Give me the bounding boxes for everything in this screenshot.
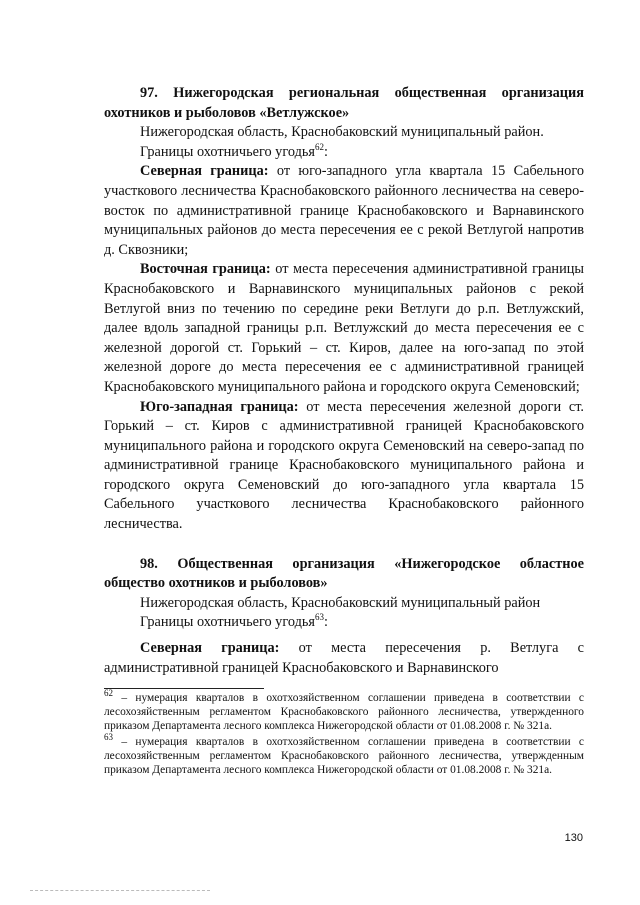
section-98-location: Нижегородская область, Краснобаковский муниципальный район (140, 594, 541, 611)
section-97-boundaries-title (104, 143, 584, 163)
section-98-heading: 98. Общественная организация «Нижегородское областное общество охотников и рыболовов» (104, 555, 584, 592)
footnote-ref-63[interactable]: 63 (314, 612, 324, 623)
east-boundary-label: Восточная граница: (140, 261, 271, 278)
section-97-heading: 97. Нижегородская региональная общественная организация охотников и рыболовов «Ветлужское» (104, 85, 584, 121)
footnote-number: 63 (104, 731, 113, 742)
footnote-62 (104, 688, 584, 734)
footnote-number: 62 (104, 688, 113, 699)
boundaries-label: Границы охотничьего угодья (140, 614, 315, 631)
section-97-location: Нижегородская область, Краснобаковский муниципальный район. (140, 124, 544, 141)
boundaries-colon: : (323, 143, 328, 160)
north-boundary-label: Северная граница: (140, 640, 280, 657)
footnotes (104, 688, 584, 778)
east-boundary-text: от места пересечения административной границы Краснобаковского и Варнавинского муниципальных районов с рекой Ветлугой вниз по течению по середине реки Ветлуги до р.п. Ветлужский, далее вдоль западной границы р.п. Ветлужский до места пересечения ее с железной дорогой ст. Горький – ст. Киров, далее на юго-запад по этой железной дороге до места пересечения ее с административной границей Краснобаковского муниципального района и городского округа Семеновский; (104, 261, 584, 395)
main-text (104, 84, 584, 678)
footnote-text: – нумерация кварталов в охотхозяйственном соглашении приведена в соответствии с лесохозяйственным регламентом Краснобаковского районного лесничества, утвержденного приказом Департамента лесного комплекса Нижегородской области от 01.08.2008 г. № 321а. (104, 692, 584, 733)
footnote-text: – нумерация кварталов в охотхозяйственном соглашении приведена в соответствии с лесохозяйственным регламентом Краснобаковского районного лесничества, утвержденным приказом Департамента лесного комплекса Нижегородской области от 01.08.2008 г. № 321а. (104, 735, 584, 777)
page-number: 130 (564, 832, 583, 844)
southwest-boundary-label: Юго-западная граница: (140, 398, 299, 415)
footnote-separator (104, 688, 264, 689)
section-97-north-boundary (104, 162, 584, 260)
north-boundary-text: от юго-западного угла квартала 15 Сабельного участкового лесничества Краснобаковского районного лесничества на северо-восток по административной границе Краснобаковского и Варнавинского муниципальных районов до места пересечения ее с рекой Ветлугой напротив д. Сквозники; (104, 163, 584, 258)
section-98-boundaries-title (104, 613, 584, 633)
north-boundary-label: Северная граница: (140, 163, 269, 180)
section-97-east-boundary (104, 260, 584, 397)
southwest-boundary-text: от места пересечения железной дороги ст. Горький – ст. Киров с административной границей Краснобаковского муниципального района и городского округа Семеновский на северо-запад по административной границе Краснобаковского муниципального района и городского округа Семеновский до юго-западного угла квартала 15 Сабельного участкового лесничества Краснобаковского районного лесничества. (104, 398, 584, 533)
footnote-63 (104, 731, 584, 778)
section-98-north-boundary (104, 639, 584, 678)
scan-edge-line (30, 890, 210, 891)
section-97-southwest-boundary (104, 398, 584, 535)
boundaries-label: Границы охотничьего угодья (140, 143, 315, 160)
footnote-ref-62[interactable]: 62 (314, 142, 324, 153)
boundaries-colon: : (323, 614, 328, 631)
north-boundary-text: от места пересечения р. Ветлуга с административной границей Краснобаковского и Варнавинского (104, 640, 584, 676)
